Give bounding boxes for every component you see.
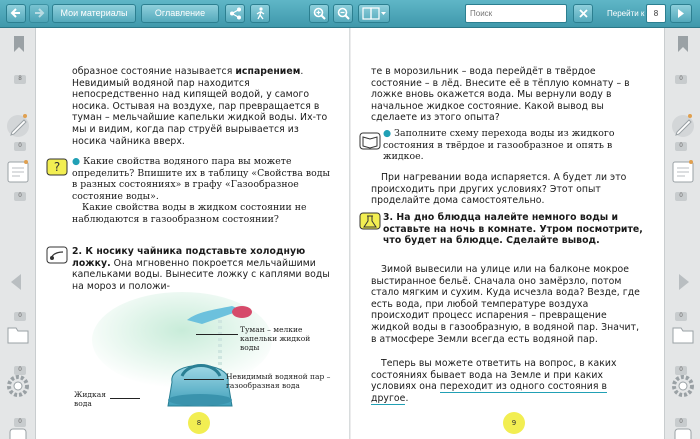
rail-count: 0: [14, 192, 26, 201]
laundry-paragraph: Зимой вывесили на улице или на балконе мокрое выстиранное бельё. Сначала оно замёрзло, потом стало мягким и сухим. Куда исчезла вода? Везде, где есть вода, при любой температуре воздуха происходит процесс испарения – превращение жидкой воды в газообразную, в водяной пар. Значит, в атмосфере Земли всегда есть водяной пар.: [371, 264, 640, 345]
svg-text:?: ?: [53, 160, 61, 174]
liquid-label: Жидкая вода: [74, 390, 106, 408]
goto-label: Перейти к: [607, 9, 645, 18]
para-text: . Невидимый водяной пар находится непосредственно над кипящей водой, у самого носика. Остывая на воздухе, пар превращается в туман – мельчайшие капельки жидкой воды. Их-то мы и видим, когда пар струёй вырывается из носика чайника вверх.: [72, 66, 328, 147]
rail-count: 0: [675, 418, 687, 427]
pen-icon[interactable]: [4, 110, 32, 142]
left-page: [36, 28, 349, 439]
fog-label: Туман – мелкие капельки жидкой воды: [240, 325, 311, 352]
rail-count: 0: [14, 142, 26, 151]
zoom-out-icon[interactable]: [333, 4, 353, 23]
forward-icon[interactable]: [29, 4, 49, 23]
note-icon[interactable]: [4, 156, 32, 188]
underlined-phrase: переходит из одного состояния в другое: [371, 381, 607, 404]
rail-count: 0: [675, 192, 687, 201]
task-2-title: 2. К носику чайника подставьте холодную ложку.: [72, 246, 306, 269]
goto-page-input[interactable]: 8: [646, 4, 666, 23]
liquid-pointer-line: [110, 398, 140, 399]
question-block: [72, 156, 338, 226]
question-icon: [46, 158, 68, 176]
task-2-text: Она мгновенно покроется мельчайшими капельками воды. Вынесите ложку с каплями воды на мороз и положи-: [72, 257, 330, 292]
walk-icon[interactable]: [250, 4, 270, 23]
question-text-2: Какие свойства воды в жидком состоянии не наблюдаются в газообразном состоянии?: [72, 202, 307, 225]
rail-count: 8: [14, 75, 26, 84]
folder-icon[interactable]: [669, 318, 697, 350]
continuation-paragraph: те в морозильник – вода перейдёт в твёрдое состояние – в лёд. Внесите её в тёплую комнату – в ложке вновь окажется вода. Мы вернули воду в начальное жидкое состояние. Какой вывод вы сделаете из этого опыта?: [371, 66, 630, 124]
para-text: образное состояние называется: [72, 66, 236, 77]
clip-icon[interactable]: [4, 423, 32, 439]
vapor-label: Невидимый водяной пар – газообразная вода: [226, 372, 331, 390]
book-task-icon: [359, 132, 381, 150]
bullet-dot: ●: [383, 128, 395, 139]
rail-count: 0: [14, 312, 26, 321]
page-view-icon[interactable]: [358, 4, 390, 23]
task-3-text: 3. На дно блюдца налейте немного воды и оставьте на ночь в комнате. Утром посмотрите, что будет на блюдце. Сделайте вывод.: [383, 212, 643, 247]
page-number-left: 8: [188, 412, 210, 434]
right-page: [351, 28, 664, 439]
folder-icon[interactable]: [4, 318, 32, 350]
book-spread: [36, 28, 664, 439]
toolbar: [0, 0, 700, 28]
my-materials-button[interactable]: Мои материалы: [52, 4, 136, 23]
rail-count: 0: [675, 312, 687, 321]
term-evaporation: испарением: [235, 66, 301, 77]
previous-page-arrow-icon[interactable]: [11, 274, 21, 290]
gear-icon[interactable]: [669, 370, 697, 402]
heating-paragraph: При нагревании вода испаряется. А будет ли это происходить при других условиях? Этот опыт проделайте дома самостоятельно.: [371, 172, 627, 207]
vapor-pointer-line: [184, 379, 224, 380]
bookmark-icon[interactable]: [678, 36, 688, 52]
scheme-task-text: Заполните схему перехода воды из жидкого состояния в твёрдое и газообразное и опять в жидкое.: [383, 128, 615, 163]
bookmark-icon[interactable]: [14, 36, 24, 52]
rail-count: 0: [14, 366, 26, 375]
conclusion-paragraph: [371, 358, 643, 404]
task-2: [72, 246, 336, 292]
evaporation-paragraph: [72, 66, 336, 147]
fog-pointer-line: [196, 334, 238, 335]
next-page-arrow-icon[interactable]: [679, 274, 689, 290]
clip-icon[interactable]: [669, 423, 697, 439]
right-sidebar: [664, 28, 700, 439]
question-text: Какие свойства водяного пара вы можете определить? Впишите их в таблицу «Свойства воды в разных состояниях» в графу «Газообразное состояние воды».: [72, 156, 330, 202]
task-3: [383, 212, 643, 247]
left-sidebar: [0, 28, 36, 439]
share-icon[interactable]: [225, 4, 245, 23]
rail-count: 0: [675, 366, 687, 375]
zoom-in-icon[interactable]: [309, 4, 329, 23]
gear-icon[interactable]: [4, 370, 32, 402]
conclusion-text: Теперь вы можете ответить на вопрос, в каких состояниях бывает вода на Земле и при каких условиях она: [371, 358, 617, 393]
conclusion-end: .: [405, 392, 409, 404]
clear-search-icon[interactable]: [573, 4, 593, 23]
note-icon[interactable]: [669, 156, 697, 188]
page-number-right: 9: [503, 412, 525, 434]
bullet-dot: ●: [72, 156, 84, 167]
experiment-hand-icon: [46, 246, 68, 264]
rail-count: 0: [14, 418, 26, 427]
contents-button[interactable]: Оглавление: [141, 4, 219, 23]
experiment-icon: [359, 212, 381, 230]
scheme-task: [383, 128, 643, 163]
rail-count: 0: [675, 75, 687, 84]
pen-icon[interactable]: [669, 110, 697, 142]
back-icon[interactable]: [6, 4, 26, 23]
search-input[interactable]: [465, 4, 567, 23]
rail-count: 0: [675, 142, 687, 151]
go-arrow-icon[interactable]: [670, 4, 692, 23]
